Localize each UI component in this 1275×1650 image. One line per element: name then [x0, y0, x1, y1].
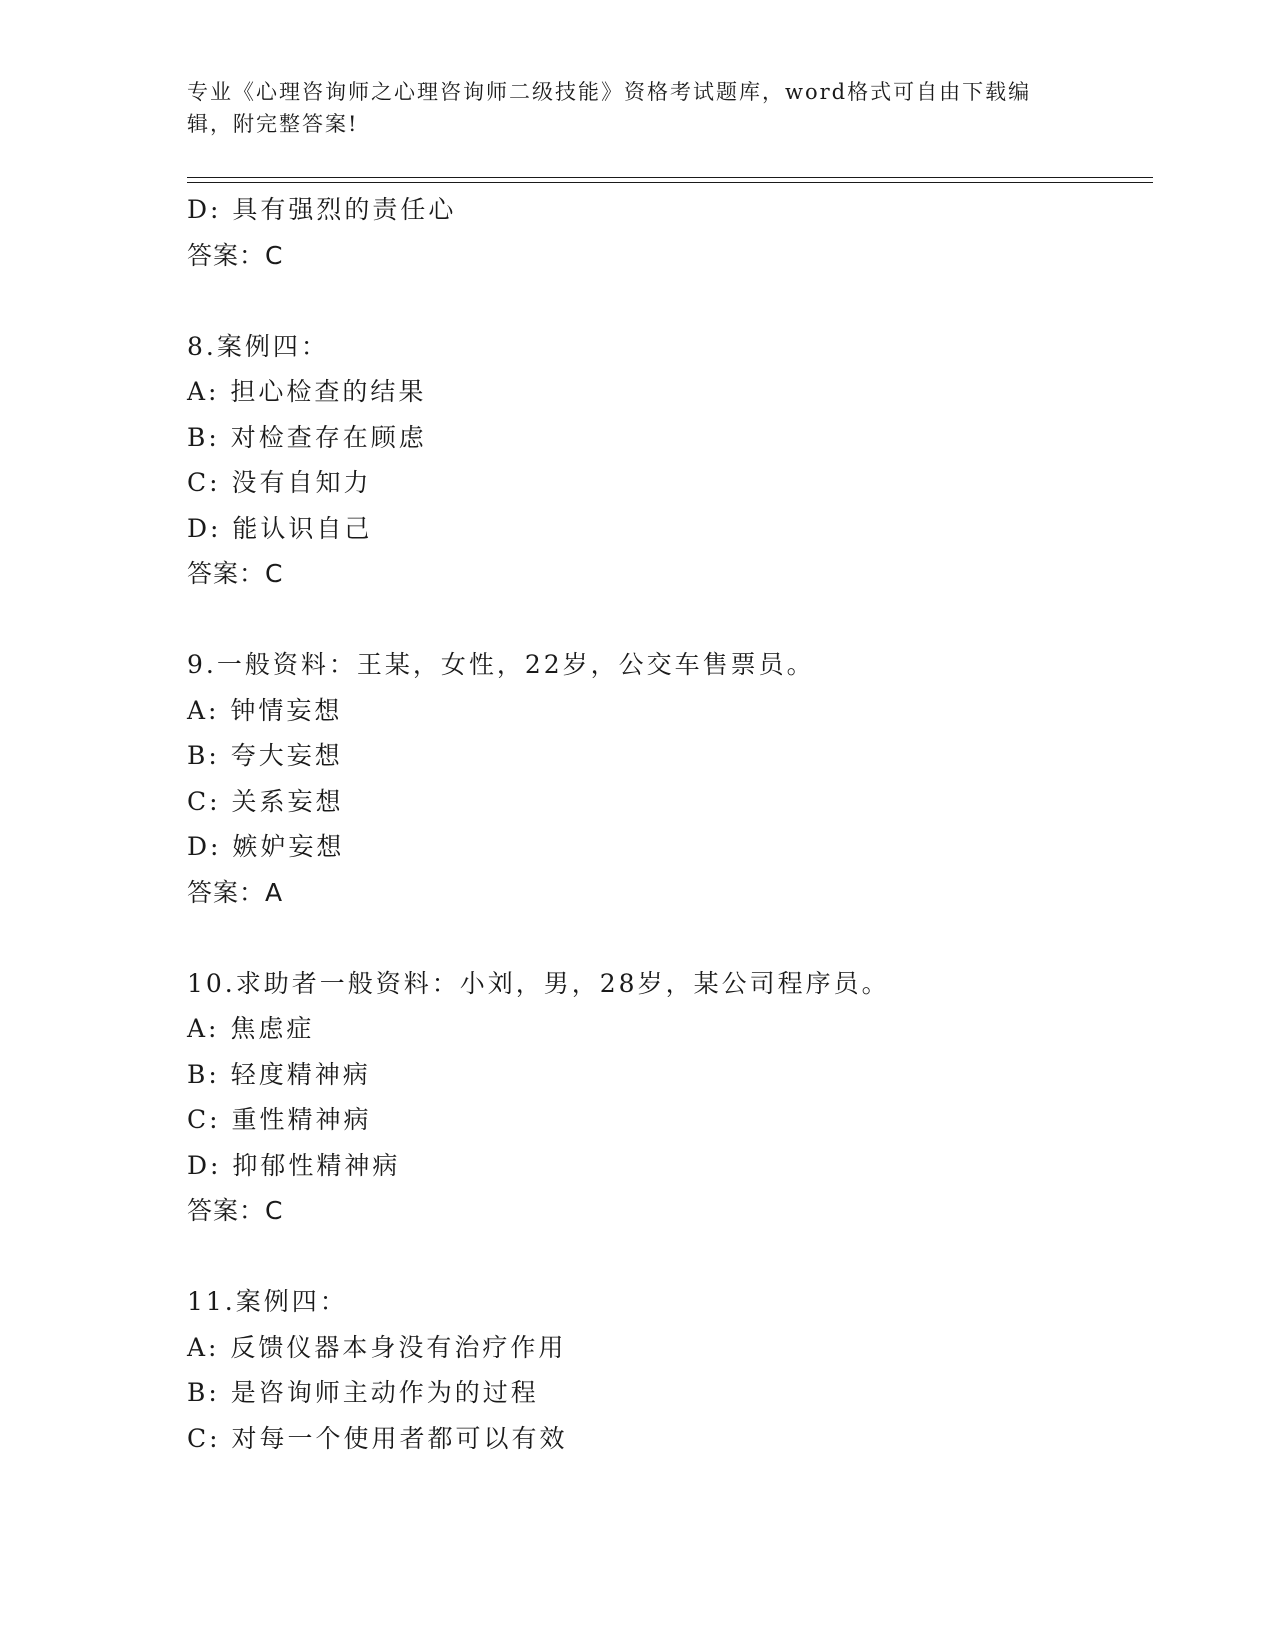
option-a: A: 钟情妄想 [187, 695, 343, 725]
option-d: D: 抑郁性精神病 [187, 1150, 401, 1180]
question-stem: 8.案例四： [187, 331, 329, 361]
option-c: C: 重性精神病 [187, 1105, 372, 1134]
question-list [187, 187, 1153, 1461]
question-stem: 11.案例四： [187, 1287, 348, 1316]
document-header: 专业《心理咨询师之心理咨询师二级技能》资格考试题库，word格式可自由下载编辑，附完整答案! [187, 80, 1032, 136]
header-divider-bottom [187, 182, 1153, 183]
option-d: D: 能认识自己 [187, 513, 373, 543]
option-d: D: 嫉妒妄想 [187, 832, 345, 861]
option-a: A: 焦虑症 [187, 1014, 315, 1043]
option-d: D: 具有强烈的责任心 [187, 195, 457, 224]
option-a: A: 担心检查的结果 [187, 377, 427, 406]
answer: 答案：C [187, 240, 284, 270]
question-stem: 10.求助者一般资料：小刘，男，28岁，某公司程序员。 [187, 968, 890, 998]
option-b: B: 夸大妄想 [187, 741, 343, 770]
option-c: C: 对每一个使用者都可以有效 [187, 1423, 568, 1453]
answer: 答案：C [187, 1196, 284, 1225]
header-divider-top [187, 177, 1153, 178]
answer: 答案：C [187, 559, 284, 588]
option-b: B: 是咨询师主动作为的过程 [187, 1378, 539, 1407]
option-b: B: 轻度精神病 [187, 1059, 371, 1089]
option-b: B: 对检查存在顾虑 [187, 422, 427, 452]
answer: 答案：A [187, 877, 284, 907]
option-c: C: 没有自知力 [187, 468, 372, 497]
option-a: A: 反馈仪器本身没有治疗作用 [187, 1332, 567, 1362]
question-stem: 9.一般资料：王某，女性，22岁，公交车售票员。 [187, 650, 815, 679]
option-c: C: 关系妄想 [187, 786, 344, 816]
